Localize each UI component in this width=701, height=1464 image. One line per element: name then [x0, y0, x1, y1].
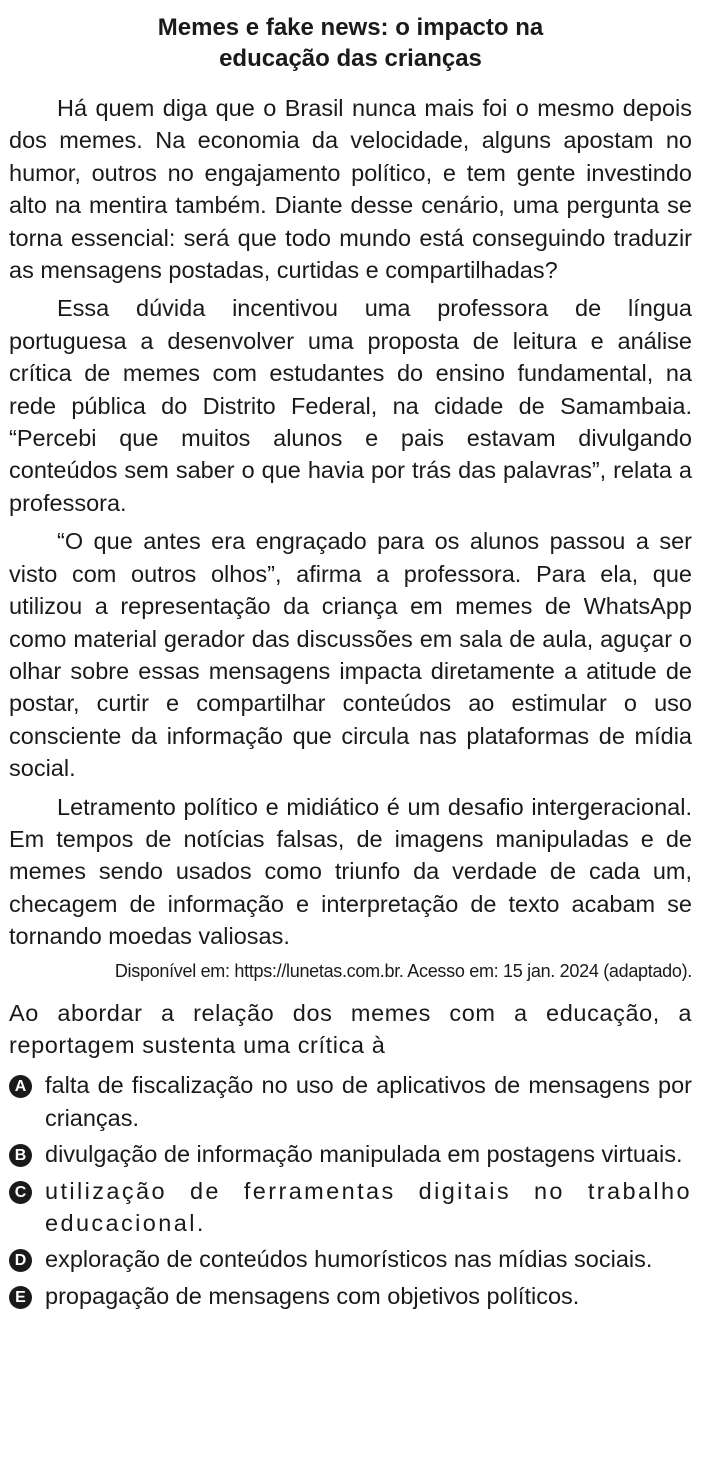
option-letter-a-badge: A — [9, 1075, 32, 1098]
option-text: divulgação de informação manipulada em postagens virtuais. — [45, 1141, 683, 1168]
article-paragraph-3: “O que antes era engraçado para os alunos passou a ser visto com outros olhos”, afirma a professora. Para ela, que utilizou a representação da criança em memes de WhatsApp como material gerador das discussões em sala de aula, aguçar o olhar sobre essas mensagens impacta diretamente a atitude de postar, curtir e compartilhar conteúdos ao estimular o uso consciente da informação que circula nas plataformas de mídia social. — [9, 528, 692, 782]
article-title-line-1: Memes e fake news: o impacto na — [157, 14, 544, 41]
article-body — [9, 92, 692, 953]
option-letter-d-badge: D — [9, 1249, 32, 1272]
article-title — [9, 12, 692, 74]
option-text: exploração de conteúdos humorísticos nas mídias sociais. — [45, 1246, 653, 1273]
article-title-line-2: educação das crianças — [219, 45, 482, 72]
answer-options — [9, 1069, 692, 1312]
option-letter-c-badge: C — [9, 1181, 32, 1204]
answer-option-c[interactable] — [9, 1175, 692, 1240]
question-stem: Ao abordar a relação dos memes com a educação, a reportagem sustenta uma crítica à — [9, 999, 692, 1058]
article-paragraph-4: Letramento político e midiático é um desafio intergeracional. Em tempos de notícias falsas, de imagens manipuladas e de memes sendo usados como triunfo da verdade de cada um, checagem de informação e interpretação de texto acabam se tornando moedas valiosas. — [9, 793, 692, 950]
option-text: utilização de ferramentas digitais no trabalho educacional. — [45, 1177, 692, 1236]
article-paragraph-2: Essa dúvida incentivou uma professora de língua portuguesa a desenvolver uma proposta de leitura e análise crítica de memes com estudantes do ensino fundamental, na rede pública do Distrito Federal, na cidade de Samambaia. “Percebi que muitos alunos e pais estavam divulgando conteúdos sem saber o que havia por trás das palavras”, relata a professora. — [9, 295, 692, 516]
option-letter-b-badge: B — [9, 1144, 32, 1167]
article-paragraph-1: Há quem diga que o Brasil nunca mais foi o mesmo depois dos memes. Na economia da velocidade, alguns apostam no humor, outros no engajamento político, e tem gente investindo alto na mentira também. Diante desse cenário, uma pergunta se torna essencial: será que todo mundo está conseguindo traduzir as mensagens postadas, curtidas e compartilhadas? — [9, 95, 692, 284]
source-citation: Disponível em: https://lunetas.com.br. Acesso em: 15 jan. 2024 (adaptado). — [114, 960, 692, 981]
answer-option-e[interactable] — [9, 1280, 692, 1312]
option-text: falta de fiscalização no uso de aplicativos de mensagens por crianças. — [45, 1072, 692, 1131]
answer-option-d[interactable] — [9, 1243, 692, 1275]
option-letter-e-badge: E — [9, 1286, 32, 1309]
answer-option-b[interactable] — [9, 1138, 692, 1170]
option-text: propagação de mensagens com objetivos políticos. — [45, 1282, 580, 1309]
answer-option-a[interactable] — [9, 1069, 692, 1134]
